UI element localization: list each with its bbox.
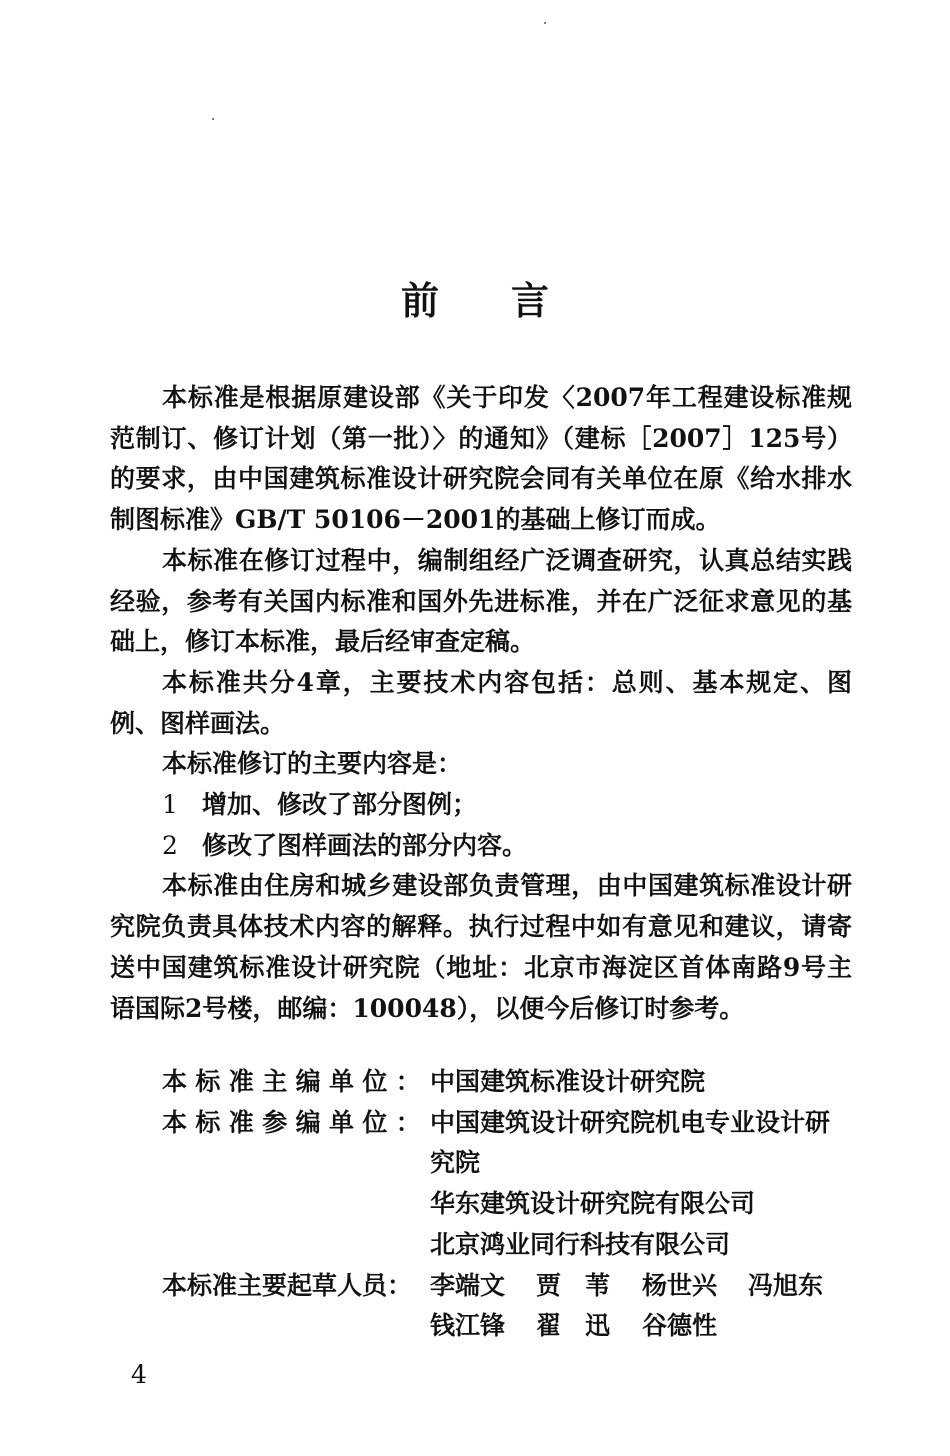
participant-units-row	[162, 1103, 862, 1266]
page-number: 4	[131, 1360, 147, 1389]
drafters-row	[162, 1266, 862, 1347]
drafters-line	[430, 1306, 862, 1347]
drafter-name: 翟迅	[536, 1311, 635, 1341]
drafter-name: 钱江锋	[430, 1311, 506, 1341]
drafter-name: 贾苇	[536, 1270, 635, 1300]
chief-unit-name: 中国建筑标准设计研究院	[430, 1067, 706, 1096]
participant-unit: 中国建筑设计研究院机电专业设计研	[430, 1107, 831, 1137]
drafter-name: 李端文	[430, 1270, 506, 1300]
participant-unit: 北京鸿业同行科技有限公司	[430, 1229, 731, 1259]
chief-unit-label: 本标准主编单位：	[162, 1067, 430, 1096]
scan-speck	[544, 22, 546, 24]
participant-unit: 华东建筑设计研究院有限公司	[430, 1189, 756, 1219]
revision-item	[110, 785, 852, 826]
paragraph-origin: 本标准是根据原建设部《关于印发〈2007年工程建设标准规范制订、修订计划（第一批）〉的通知》（建标［2007］125号）的要求，由中国建筑标准设计研究院会同有关单位在原《给水排水制图标准》GB/T 50106－2001的基础上修订而成。	[110, 383, 852, 535]
participant-units-label: 本标准参编单位：	[162, 1107, 430, 1137]
revision-item-text: 增加、修改了部分图例；	[202, 790, 478, 820]
participant-unit: 究院	[430, 1148, 481, 1178]
paragraph-management: 本标准由住房和城乡建设部负责管理，由中国建筑标准设计研究院负责具体技术内容的解释。执行过程中如有意见和建议，请寄送中国建筑标准设计研究院（地址：北京市海淀区首体南路9号主语国际2号楼，邮编：100048），以便今后修订时参考。	[110, 871, 852, 1023]
paragraph-process: 本标准在修订过程中，编制组经广泛调查研究，认真总结实践经验，参考有关国内标准和国外先进标准，并在广泛征求意见的基础上，修订本标准，最后经审查定稿。	[110, 545, 852, 657]
revision-item-text: 修改了图样画法的部分内容。	[202, 830, 528, 860]
page-title: 前言	[400, 279, 621, 323]
preface-body	[110, 378, 852, 1029]
paragraph-revision-intro: 本标准修订的主要内容是：	[162, 749, 463, 779]
revision-item	[110, 826, 852, 867]
revision-item-number: 1	[162, 790, 178, 820]
chief-unit-row	[162, 1062, 862, 1103]
credits-block	[162, 1062, 862, 1347]
revision-item-number: 2	[162, 830, 178, 860]
drafter-name: 杨世兴	[642, 1270, 718, 1300]
drafters-label: 本标准主要起草人员：	[162, 1270, 413, 1300]
drafter-name: 冯旭东	[748, 1270, 824, 1300]
drafter-name: 谷德性	[642, 1311, 718, 1341]
paragraph-chapters: 本标准共分4章，主要技术内容包括：总则、基本规定、图例、图样画法。	[110, 667, 852, 738]
drafters-line	[430, 1266, 862, 1307]
scan-speck	[212, 118, 214, 120]
